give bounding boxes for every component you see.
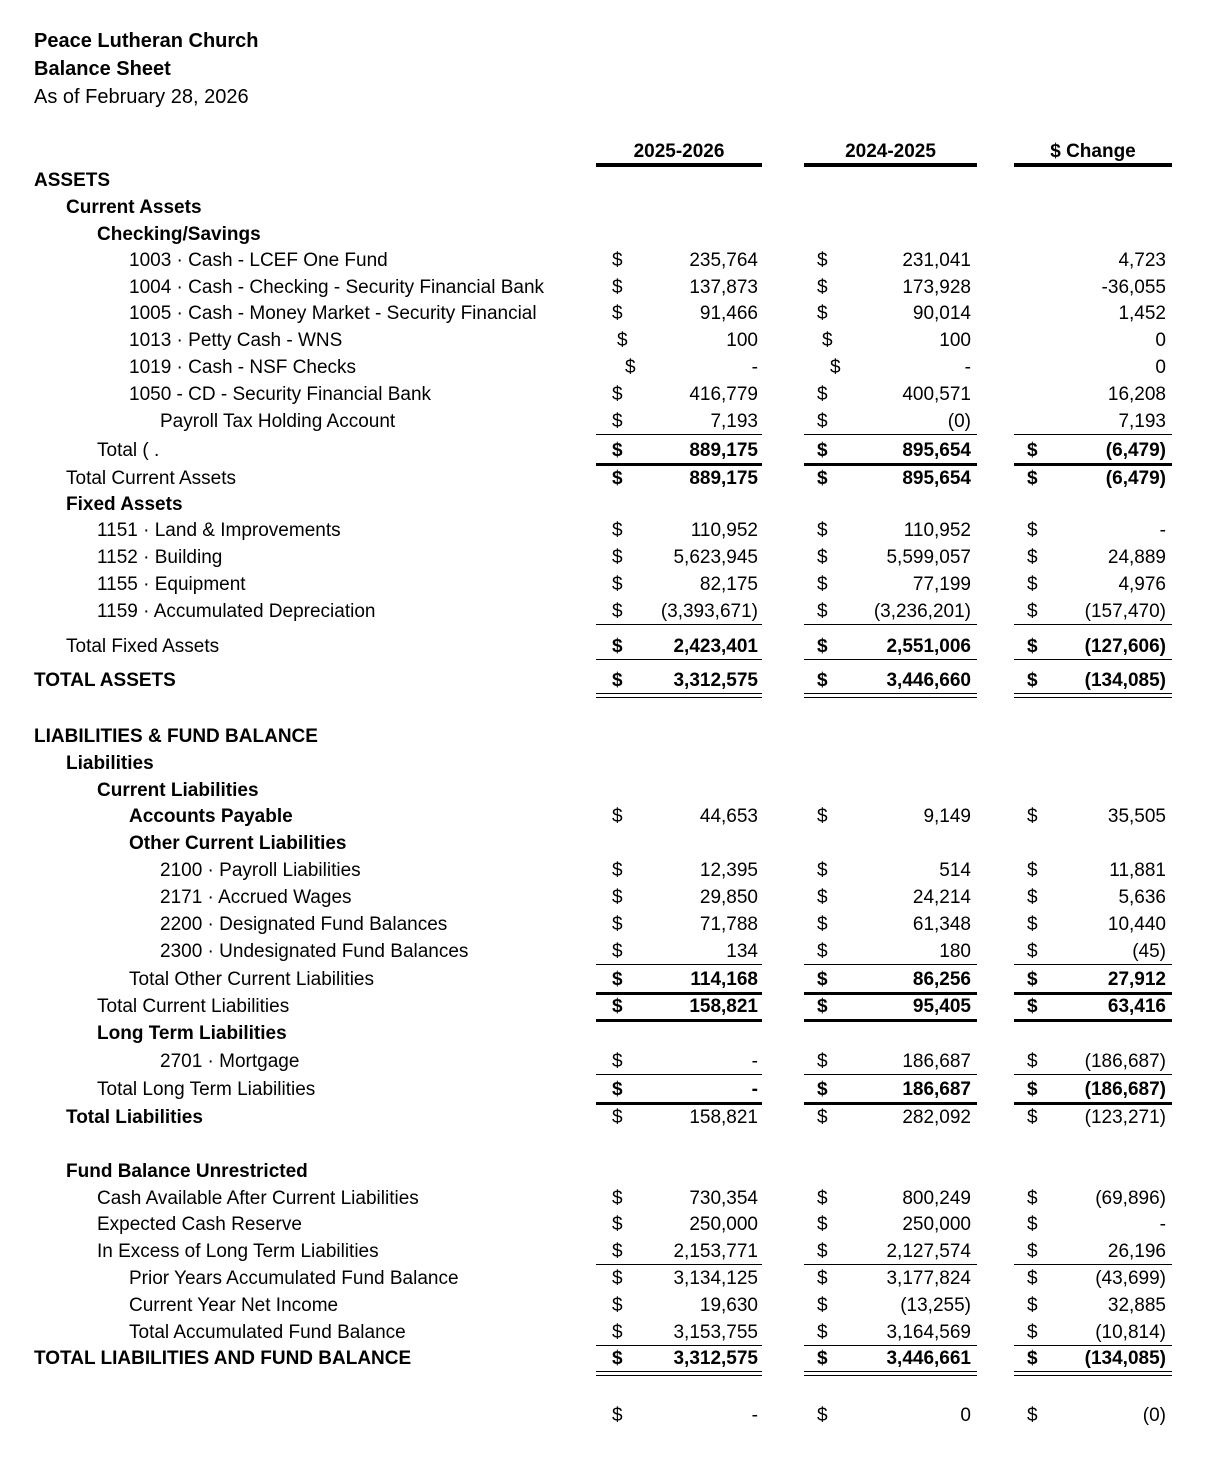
dollar-sign: $: [1027, 860, 1038, 881]
dollar-sign: $: [612, 574, 623, 595]
row-label: ASSETS: [34, 170, 111, 191]
amount-cell: 2,127,574: [886, 1241, 971, 1262]
dollar-sign: $: [817, 1295, 828, 1316]
amount-cell: 250,000: [902, 1214, 971, 1235]
underline: [1014, 1102, 1172, 1105]
dollar-sign: $: [1027, 1348, 1038, 1369]
row-label: In Excess of Long Term Liabilities: [97, 1241, 379, 1262]
row-label: Checking/Savings: [97, 224, 261, 245]
dollar-sign: $: [817, 303, 828, 324]
amount-cell: 10,440: [1107, 914, 1166, 935]
dollar-sign: $: [612, 914, 623, 935]
amount-cell: 90,014: [912, 303, 971, 324]
dollar-sign: $: [1027, 887, 1038, 908]
row-label: 1159 · Accumulated Depreciation: [97, 601, 376, 622]
amount-cell: 77,199: [912, 574, 971, 595]
dollar-sign: $: [1027, 1107, 1038, 1128]
amount-cell: (0): [947, 411, 971, 432]
org-name: Peace Lutheran Church: [34, 30, 259, 52]
dollar-sign: $: [817, 250, 828, 271]
row-label: 2171 · Accrued Wages: [160, 887, 352, 908]
amount-cell: 9,149: [923, 806, 971, 827]
report-date: As of February 28, 2026: [34, 86, 249, 108]
amount-cell: 19,630: [699, 1295, 758, 1316]
dollar-sign: $: [817, 277, 828, 298]
amount-cell: 86,256: [912, 969, 971, 990]
row-label: Payroll Tax Holding Account: [160, 411, 396, 432]
amount-cell: 110,952: [690, 520, 758, 541]
row-label: Prior Years Accumulated Fund Balance: [129, 1268, 459, 1289]
amount-cell: 82,175: [699, 574, 758, 595]
underline: [804, 1264, 977, 1265]
amount-cell: -: [751, 1405, 758, 1426]
amount-cell: 895,654: [902, 440, 971, 461]
amount-cell: (123,271): [1084, 1107, 1166, 1128]
row-label: TOTAL LIABILITIES AND FUND BALANCE: [34, 1348, 412, 1369]
dollar-sign: $: [817, 1241, 828, 1262]
dollar-sign: $: [817, 1107, 828, 1128]
underline: [804, 1345, 977, 1346]
amount-cell: 29,850: [699, 887, 758, 908]
dollar-sign: $: [817, 601, 828, 622]
amount-cell: 0: [1155, 330, 1166, 351]
dollar-sign: $: [817, 520, 828, 541]
row-label: Total Fixed Assets: [66, 636, 220, 657]
amount-cell: 895,654: [902, 468, 971, 489]
underline: [596, 1264, 762, 1265]
amount-cell: 2,153,771: [673, 1241, 758, 1262]
double-underline: [596, 1371, 762, 1376]
row-label: Total Current Liabilities: [97, 996, 290, 1017]
row-label: Long Term Liabilities: [97, 1023, 287, 1044]
amount-cell: 35,505: [1107, 806, 1166, 827]
row-label: Total Liabilities: [66, 1107, 203, 1128]
amount-cell: 250,000: [689, 1214, 758, 1235]
amount-cell: 889,175: [689, 440, 758, 461]
dollar-sign: $: [612, 1405, 623, 1426]
amount-cell: 71,788: [699, 914, 758, 935]
row-label: Total Other Current Liabilities: [129, 969, 374, 990]
row-label: Fixed Assets: [66, 494, 183, 515]
amount-cell: 12,395: [699, 860, 758, 881]
amount-cell: -: [751, 357, 758, 378]
amount-cell: 32,885: [1107, 1295, 1166, 1316]
dollar-sign: $: [1027, 574, 1038, 595]
dollar-sign: $: [612, 468, 623, 489]
amount-cell: 400,571: [902, 384, 971, 405]
dollar-sign: $: [612, 1241, 623, 1262]
amount-cell: 3,446,661: [886, 1348, 971, 1369]
dollar-sign: $: [612, 887, 623, 908]
row-label: 1013 · Petty Cash - WNS: [129, 330, 343, 351]
amount-cell: (69,896): [1095, 1188, 1166, 1209]
amount-cell: (45): [1132, 941, 1166, 962]
dollar-sign: $: [1027, 941, 1038, 962]
underline: [1014, 1074, 1172, 1075]
row-label: 1151 · Land & Improvements: [97, 520, 341, 541]
dollar-sign: $: [1027, 468, 1038, 489]
amount-cell: -: [751, 1051, 758, 1072]
dollar-sign: $: [1027, 1322, 1038, 1343]
dollar-sign: $: [612, 601, 623, 622]
dollar-sign: $: [1027, 1079, 1038, 1100]
underline: [596, 1074, 762, 1075]
row-label: Liabilities: [66, 753, 154, 774]
row-label: Accounts Payable: [129, 806, 293, 827]
underline: [804, 1019, 977, 1022]
amount-cell: 100: [939, 330, 971, 351]
dollar-sign: $: [1027, 636, 1038, 657]
amount-cell: 186,687: [902, 1051, 971, 1072]
dollar-sign: $: [817, 806, 828, 827]
dollar-sign: $: [1027, 969, 1038, 990]
amount-cell: 24,214: [912, 887, 971, 908]
underline: [596, 463, 762, 466]
column-header-change: $ Change: [1014, 141, 1172, 167]
amount-cell: (186,687): [1084, 1079, 1166, 1100]
underline: [804, 1074, 977, 1075]
amount-cell: (10,814): [1095, 1322, 1166, 1343]
amount-cell: 7,193: [1118, 411, 1166, 432]
underline: [804, 659, 977, 660]
amount-cell: 282,092: [902, 1107, 971, 1128]
underline: [1014, 992, 1172, 995]
row-label: 1003 · Cash - LCEF One Fund: [129, 250, 388, 271]
amount-cell: 3,153,755: [673, 1322, 758, 1343]
double-underline: [1014, 1371, 1172, 1376]
dollar-sign: $: [612, 547, 623, 568]
dollar-sign: $: [822, 330, 833, 351]
dollar-sign: $: [817, 1405, 828, 1426]
dollar-sign: $: [1027, 996, 1038, 1017]
amount-cell: 158,821: [689, 1107, 758, 1128]
dollar-sign: $: [817, 574, 828, 595]
dollar-sign: $: [612, 941, 623, 962]
amount-cell: 800,249: [902, 1188, 971, 1209]
row-label: 2100 · Payroll Liabilities: [160, 860, 361, 881]
amount-cell: 61,348: [912, 914, 971, 935]
amount-cell: (127,606): [1084, 636, 1166, 657]
amount-cell: 3,446,660: [886, 670, 971, 691]
amount-cell: 235,764: [689, 250, 758, 271]
amount-cell: 7,193: [710, 411, 758, 432]
row-label: Total Current Assets: [66, 468, 237, 489]
dollar-sign: $: [817, 941, 828, 962]
dollar-sign: $: [817, 914, 828, 935]
amount-cell: 27,912: [1107, 969, 1166, 990]
dollar-sign: $: [1027, 1405, 1038, 1426]
amount-cell: 137,873: [689, 277, 758, 298]
amount-cell: 0: [1155, 357, 1166, 378]
dollar-sign: $: [1027, 914, 1038, 935]
dollar-sign: $: [612, 670, 623, 691]
row-label: Total ( .: [97, 440, 160, 461]
report-title: Balance Sheet: [34, 58, 171, 80]
dollar-sign: $: [625, 357, 636, 378]
row-label: 2300 · Undesignated Fund Balances: [160, 941, 469, 962]
row-label: Other Current Liabilities: [129, 833, 347, 854]
row-label: 1050 - CD - Security Financial Bank: [129, 384, 432, 405]
underline: [596, 1102, 762, 1105]
dollar-sign: $: [612, 250, 623, 271]
underline: [1014, 659, 1172, 660]
dollar-sign: $: [612, 996, 623, 1017]
dollar-sign: $: [817, 1268, 828, 1289]
row-label: 2200 · Designated Fund Balances: [160, 914, 448, 935]
amount-cell: -: [1159, 520, 1166, 541]
dollar-sign: $: [817, 384, 828, 405]
dollar-sign: $: [817, 468, 828, 489]
dollar-sign: $: [1027, 601, 1038, 622]
dollar-sign: $: [1027, 1241, 1038, 1262]
row-label: Current Liabilities: [97, 780, 259, 801]
dollar-sign: $: [1027, 1295, 1038, 1316]
amount-cell: 186,687: [902, 1079, 971, 1100]
amount-cell: 514: [939, 860, 971, 881]
dollar-sign: $: [817, 887, 828, 908]
row-label: 1005 · Cash - Money Market - Security Financial: [129, 303, 537, 324]
amount-cell: 44,653: [699, 806, 758, 827]
amount-cell: 3,164,569: [886, 1322, 971, 1343]
dollar-sign: $: [612, 969, 623, 990]
underline: [1014, 1019, 1172, 1022]
dollar-sign: $: [817, 1051, 828, 1072]
column-header-prior-year: 2024-2025: [804, 141, 977, 167]
underline: [1014, 1345, 1172, 1346]
amount-cell: 5,599,057: [886, 547, 971, 568]
amount-cell: 2,423,401: [673, 636, 758, 657]
amount-cell: 63,416: [1107, 996, 1166, 1017]
dollar-sign: $: [612, 1348, 623, 1369]
amount-cell: 231,041: [902, 250, 971, 271]
dollar-sign: $: [612, 277, 623, 298]
amount-cell: 4,723: [1118, 250, 1166, 271]
dollar-sign: $: [612, 1268, 623, 1289]
amount-cell: (134,085): [1084, 670, 1166, 691]
underline: [804, 463, 977, 466]
amount-cell: (186,687): [1084, 1051, 1166, 1072]
row-label: TOTAL ASSETS: [34, 670, 176, 691]
amount-cell: -: [964, 357, 971, 378]
dollar-sign: $: [817, 547, 828, 568]
underline: [804, 1102, 977, 1105]
dollar-sign: $: [817, 1188, 828, 1209]
underline: [596, 1019, 762, 1022]
row-label: Current Assets: [66, 197, 202, 218]
amount-cell: 24,889: [1107, 547, 1166, 568]
underline: [804, 964, 977, 965]
underline: [596, 964, 762, 965]
amount-cell: (6,479): [1105, 440, 1166, 461]
row-label: LIABILITIES & FUND BALANCE: [34, 726, 318, 747]
dollar-sign: $: [817, 1214, 828, 1235]
dollar-sign: $: [817, 1079, 828, 1100]
underline: [596, 992, 762, 995]
dollar-sign: $: [817, 670, 828, 691]
amount-cell: 3,312,575: [673, 670, 758, 691]
dollar-sign: $: [612, 1188, 623, 1209]
amount-cell: (13,255): [900, 1295, 971, 1316]
row-label: 1155 · Equipment: [97, 574, 246, 595]
underline: [596, 1345, 762, 1346]
amount-cell: 110,952: [903, 520, 971, 541]
amount-cell: 134: [726, 941, 758, 962]
row-label: 1004 · Cash - Checking - Security Financial Bank: [129, 277, 545, 298]
underline: [1014, 434, 1172, 435]
dollar-sign: $: [612, 1214, 623, 1235]
underline: [596, 624, 762, 625]
dollar-sign: $: [612, 520, 623, 541]
dollar-sign: $: [612, 384, 623, 405]
dollar-sign: $: [817, 860, 828, 881]
dollar-sign: $: [612, 440, 623, 461]
amount-cell: 158,821: [689, 996, 758, 1017]
double-underline: [596, 693, 762, 698]
amount-cell: (3,393,671): [660, 601, 758, 622]
dollar-sign: $: [612, 1079, 623, 1100]
amount-cell: 16,208: [1107, 384, 1166, 405]
amount-cell: -: [1159, 1214, 1166, 1235]
underline: [596, 659, 762, 660]
amount-cell: -36,055: [1101, 277, 1166, 298]
dollar-sign: $: [617, 330, 628, 351]
row-label: Total Long Term Liabilities: [97, 1079, 316, 1100]
dollar-sign: $: [1027, 520, 1038, 541]
dollar-sign: $: [817, 440, 828, 461]
dollar-sign: $: [1027, 670, 1038, 691]
amount-cell: 5,636: [1118, 887, 1166, 908]
dollar-sign: $: [1027, 1188, 1038, 1209]
amount-cell: 180: [939, 941, 971, 962]
dollar-sign: $: [830, 357, 841, 378]
amount-cell: 4,976: [1118, 574, 1166, 595]
row-label: 1019 · Cash - NSF Checks: [129, 357, 357, 378]
double-underline: [804, 1371, 977, 1376]
row-label: 2701 · Mortgage: [160, 1051, 300, 1072]
amount-cell: (43,699): [1095, 1268, 1166, 1289]
underline: [1014, 463, 1172, 466]
amount-cell: (157,470): [1084, 601, 1166, 622]
amount-cell: (0): [1142, 1405, 1166, 1426]
dollar-sign: $: [612, 806, 623, 827]
amount-cell: 3,177,824: [886, 1268, 971, 1289]
amount-cell: (6,479): [1105, 468, 1166, 489]
dollar-sign: $: [612, 303, 623, 324]
amount-cell: 1,452: [1118, 303, 1166, 324]
amount-cell: 889,175: [689, 468, 758, 489]
amount-cell: -: [751, 1079, 758, 1100]
amount-cell: (3,236,201): [873, 601, 971, 622]
dollar-sign: $: [817, 1322, 828, 1343]
dollar-sign: $: [612, 636, 623, 657]
underline: [804, 434, 977, 435]
amount-cell: 100: [726, 330, 758, 351]
dollar-sign: $: [1027, 440, 1038, 461]
amount-cell: 26,196: [1107, 1241, 1166, 1262]
underline: [1014, 1264, 1172, 1265]
row-label: 1152 · Building: [97, 547, 223, 568]
row-label: Current Year Net Income: [129, 1295, 339, 1316]
amount-cell: 91,466: [699, 303, 758, 324]
dollar-sign: $: [1027, 547, 1038, 568]
underline: [1014, 964, 1172, 965]
amount-cell: 730,354: [689, 1188, 758, 1209]
dollar-sign: $: [817, 411, 828, 432]
double-underline: [804, 693, 977, 698]
amount-cell: 11,881: [1109, 860, 1166, 881]
underline: [804, 992, 977, 995]
double-underline: [1014, 693, 1172, 698]
amount-cell: 2,551,006: [886, 636, 971, 657]
underline: [1014, 624, 1172, 625]
amount-cell: 416,779: [689, 384, 758, 405]
underline: [804, 624, 977, 625]
dollar-sign: $: [1027, 806, 1038, 827]
underline: [596, 434, 762, 435]
dollar-sign: $: [817, 1348, 828, 1369]
amount-cell: 3,312,575: [673, 1348, 758, 1369]
row-label: Total Accumulated Fund Balance: [129, 1322, 406, 1343]
dollar-sign: $: [817, 636, 828, 657]
amount-cell: 114,168: [690, 969, 758, 990]
column-header-current-year: 2025-2026: [596, 141, 762, 167]
dollar-sign: $: [817, 996, 828, 1017]
dollar-sign: $: [817, 969, 828, 990]
row-label: Expected Cash Reserve: [97, 1214, 302, 1235]
amount-cell: 0: [960, 1405, 971, 1426]
dollar-sign: $: [612, 1322, 623, 1343]
dollar-sign: $: [1027, 1268, 1038, 1289]
row-label: Fund Balance Unrestricted: [66, 1161, 308, 1182]
dollar-sign: $: [612, 1051, 623, 1072]
amount-cell: 5,623,945: [673, 547, 758, 568]
dollar-sign: $: [612, 1107, 623, 1128]
amount-cell: 173,928: [902, 277, 971, 298]
amount-cell: (134,085): [1084, 1348, 1166, 1369]
dollar-sign: $: [1027, 1214, 1038, 1235]
dollar-sign: $: [612, 1295, 623, 1316]
amount-cell: 95,405: [912, 996, 971, 1017]
dollar-sign: $: [612, 860, 623, 881]
dollar-sign: $: [1027, 1051, 1038, 1072]
amount-cell: 3,134,125: [673, 1268, 758, 1289]
dollar-sign: $: [612, 411, 623, 432]
row-label: Cash Available After Current Liabilities: [97, 1188, 419, 1209]
